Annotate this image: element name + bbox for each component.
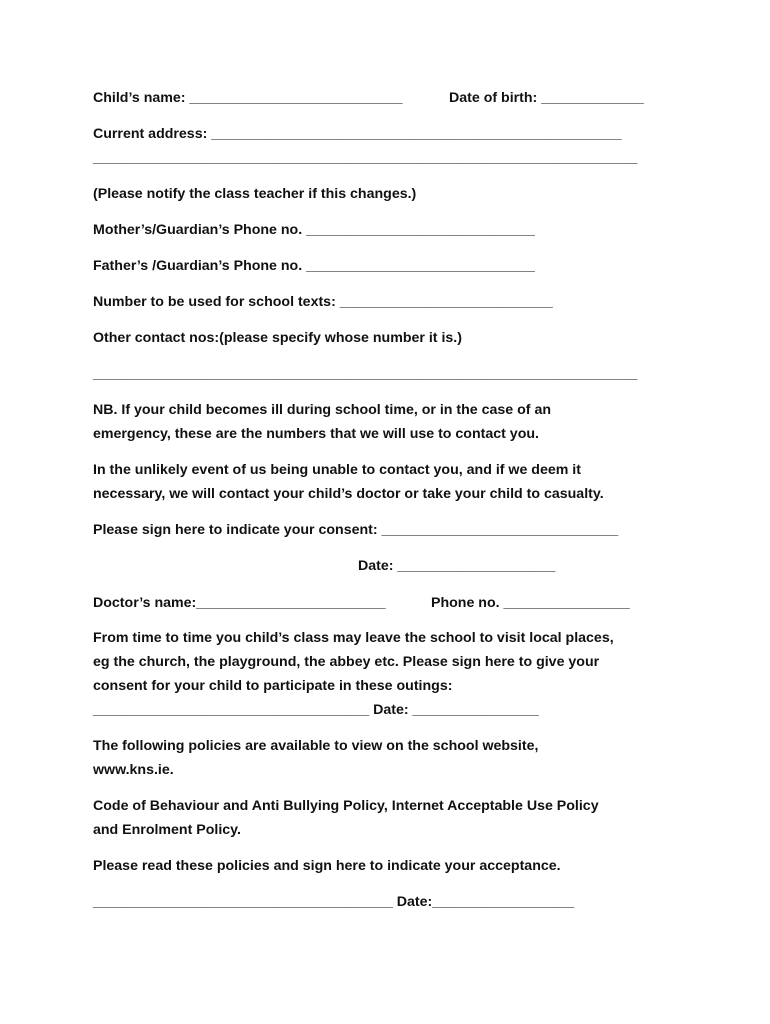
child-name-field: Child’s name: ___________________________ xyxy=(93,90,403,106)
outings-paragraph: From time to time you child’s class may leave the school to visit local places, eg the church, the playground, the abbey etc. Please sign here to give your consent for your child to participate in these outings: xyxy=(93,630,614,694)
dob-field: Date of birth: _____________ xyxy=(449,90,644,106)
child-name-row xyxy=(93,89,402,107)
doctor-name-field: Doctor’s name:________________________ xyxy=(93,595,386,611)
consent-signature-field: Please sign here to indicate your consent: ______________________________ xyxy=(93,522,619,538)
read-policies-instruction: Please read these policies and sign here to indicate your acceptance. xyxy=(93,858,561,874)
acceptance-signature-field: ______________________________________ Date:__________________ xyxy=(93,894,575,910)
notify-note: (Please notify the class teacher if this changes.) xyxy=(93,186,417,202)
other-contact-line: _____________________________________________________________________ xyxy=(93,366,638,382)
address-line-2: _____________________________________________________________________ xyxy=(93,150,638,166)
unlikely-paragraph: In the unlikely event of us being unable to contact you, and if we deem it necessary, we will contact your child’s doctor or take your child to casualty. xyxy=(93,462,604,502)
school-texts-field: Number to be used for school texts: ___________________________ xyxy=(93,294,553,310)
doctor-phone-field: Phone no. ________________ xyxy=(431,595,630,611)
other-contact-label: Other contact nos:(please specify whose number it is.) xyxy=(93,330,462,346)
outings-signature-field: ___________________________________ Date: ________________ xyxy=(93,702,539,718)
mother-phone-field: Mother’s/Guardian’s Phone no. _____________________________ xyxy=(93,222,535,238)
address-field: Current address: ____________________________________________________ xyxy=(93,126,622,142)
father-phone-field: Father’s /Guardian’s Phone no. _____________________________ xyxy=(93,258,535,274)
policies-list: Code of Behaviour and Anti Bullying Policy, Internet Acceptable Use Policy and Enrolment Policy. xyxy=(93,798,599,838)
nb-paragraph: NB. If your child becomes ill during school time, or in the case of an emergency, these are the numbers that we will use to contact you. xyxy=(93,402,552,442)
policies-paragraph: The following policies are available to view on the school website, www.kns.ie. xyxy=(93,738,539,778)
consent-date-field: Date: ____________________ xyxy=(358,558,556,574)
